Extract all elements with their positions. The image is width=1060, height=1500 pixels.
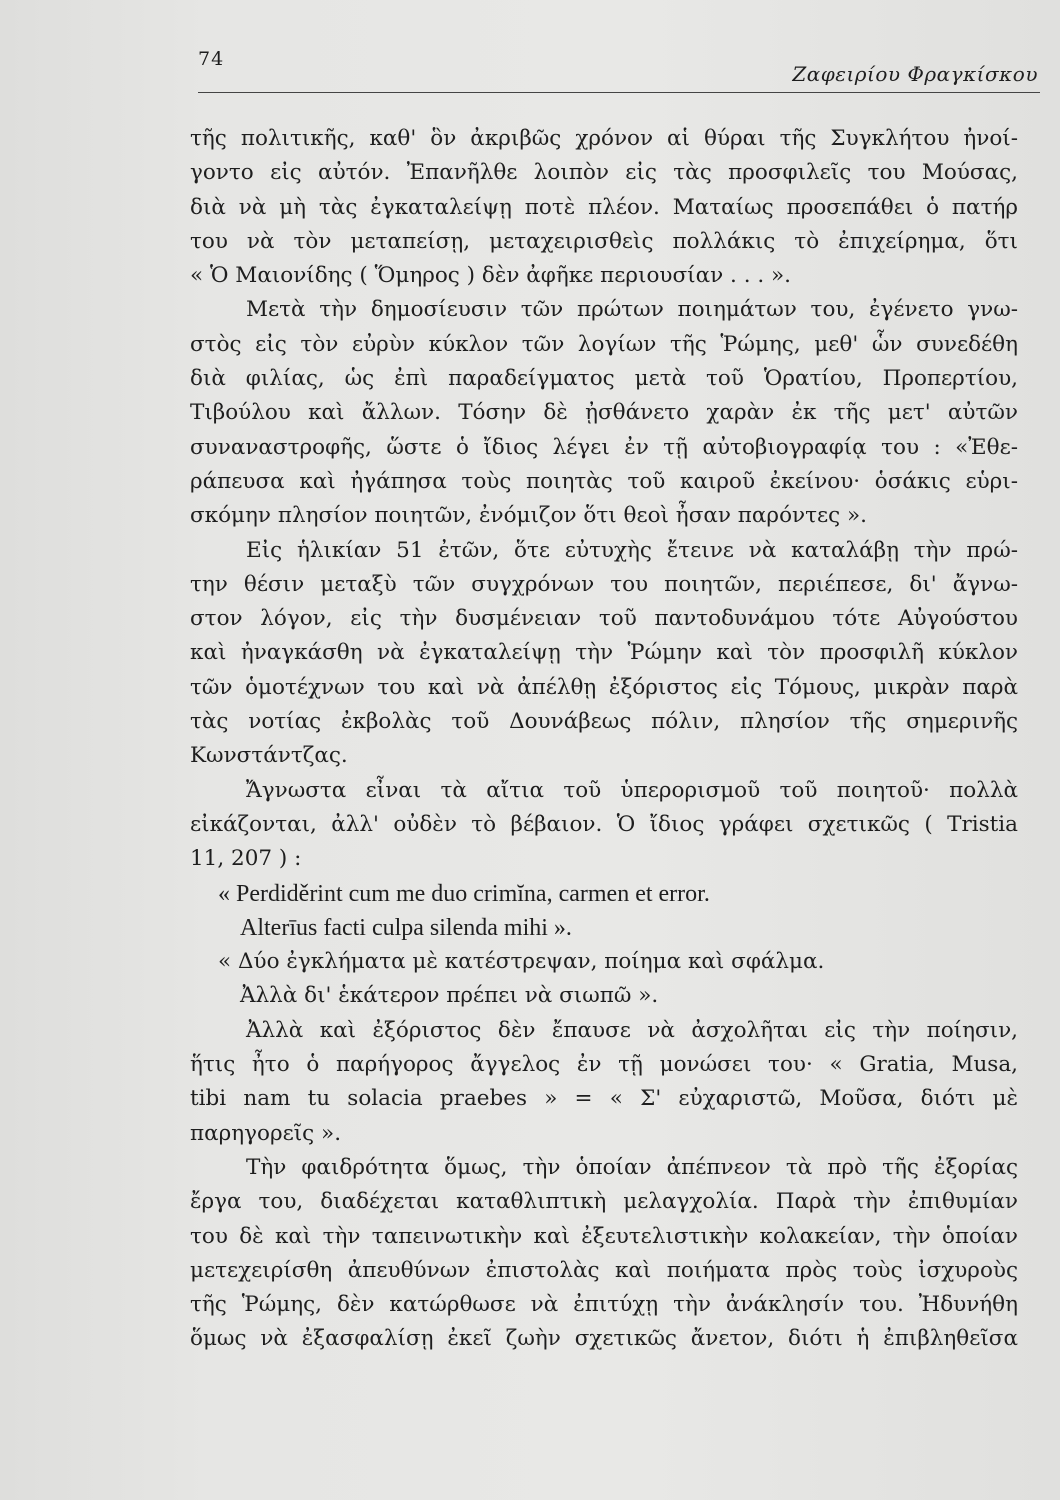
text-line: διὰ νὰ μὴ τὰς ἐγκαταλείψῃ ποτὲ πλέον. Ματαίως προσεπάθει ὁ πατήρ	[190, 194, 1018, 220]
text-line: διὰ φιλίας, ὡς ἐπὶ παραδείγματος μετὰ τοῦ Ὁρατίου, Προπερτίου,	[190, 366, 1018, 392]
text-line: τὰς νοτίας ἐκβολὰς τοῦ Δουνάβεως πόλιν, πλησίον τῆς σημερινῆς	[190, 709, 1018, 735]
text-line: σκόμην πλησίον ποιητῶν, ἐνόμιζον ὅτι θεοὶ ἦσαν παρόντες ».	[190, 503, 867, 529]
text-line: τῶν ὁμοτέχνων του καὶ νὰ ἀπέλθῃ ἐξόριστος εἰς Τόμους, μικρὰν παρὰ	[190, 674, 1018, 700]
text-line: Εἰς ἡλικίαν 51 ἐτῶν, ὅτε εὐτυχὴς ἔτεινε νὰ καταλάβῃ τὴν πρώ-	[246, 537, 1018, 563]
text-line: τῆς Ῥώμης, δὲν κατώρθωσε νὰ ἐπιτύχῃ τὴν ἀνάκλησίν του. Ἠδυνήθη	[190, 1292, 1018, 1318]
text-line: « Ὁ Μαιονίδης ( Ὅμηρος ) δὲν ἀφῆκε περιουσίαν . . . ».	[190, 263, 792, 289]
text-line: εἰκάζονται, ἀλλ' οὐδὲν τὸ βέβαιον. Ὁ ἴδιος γράφει σχετικῶς ( Tristia	[190, 811, 1018, 837]
text-line: την θέσιν μεταξὺ τῶν συγχρόνων του ποιητῶν, περιέπεσε, δι' ἄγνω-	[190, 571, 1018, 597]
text-line: Ἀλλὰ δι' ἑκάτερον πρέπει νὰ σιωπῶ ».	[240, 983, 659, 1009]
text-line: « Perdiděrint cum me duo crimĭna, carmen et error.	[218, 880, 710, 907]
text-line: στὸς εἰς τὸν εὐρὺν κύκλον τῶν λογίων τῆς Ῥώμης, μεθ' ὧν συνεδέθη	[190, 331, 1018, 357]
text-line: ὅμως νὰ ἐξασφαλίσῃ ἐκεῖ ζωὴν σχετικῶς ἄνετον, διότι ἡ ἐπιβληθεῖσα	[190, 1326, 1018, 1352]
text-line: ἔργα του, διαδέχεται καταθλιπτικὴ μελαγχολία. Παρὰ τὴν ἐπιθυμίαν	[190, 1189, 1018, 1215]
text-line: Ἀλλὰ καὶ ἐξόριστος δὲν ἔπαυσε νὰ ἀσχολῆται εἰς τὴν ποίησιν,	[246, 1017, 1018, 1043]
page-number: 74	[198, 48, 225, 70]
text-line: Alterīus facti culpa silenda mihi ».	[240, 914, 572, 941]
text-line: Ἄγνωστα εἶναι τὰ αἴτια τοῦ ὑπερορισμοῦ τοῦ ποιητοῦ· πολλὰ	[246, 777, 1018, 803]
text-line: του νὰ τὸν μεταπείσῃ, μεταχειρισθεὶς πολλάκις τὸ ἐπιχείρημα, ὅτι	[190, 228, 1018, 254]
text-line: Κωνστάντζας.	[190, 743, 348, 769]
text-line: καὶ ἠναγκάσθη νὰ ἐγκαταλείψῃ τὴν Ῥώμην καὶ τὸν προσφιλῆ κύκλον	[190, 640, 1018, 666]
page-header	[198, 48, 1040, 93]
text-line: ράπευσα καὶ ἠγάπησα τοὺς ποιητὰς τοῦ καιροῦ ἐκείνου· ὁσάκις εὑρι-	[190, 468, 1018, 494]
text-line: μετεχειρίσθη ἀπευθύνων ἐπιστολὰς καὶ ποιήματα πρὸς τοὺς ἰσχυροὺς	[190, 1257, 1018, 1283]
text-line: του δὲ καὶ τὴν ταπεινωτικὴν καὶ ἐξευτελιστικὴν κολακείαν, τὴν ὁποίαν	[190, 1223, 1018, 1249]
text-line: συναναστροφῆς, ὥστε ὁ ἴδιος λέγει ἐν τῇ αὐτοβιογραφίᾳ του : «Ἐθε-	[190, 434, 1018, 460]
text-line: στον λόγον, εἰς τὴν δυσμένειαν τοῦ παντοδυνάμου τότε Αὐγούστου	[190, 606, 1018, 632]
text-line: τῆς πολιτικῆς, καθ' ὃν ἀκριβῶς χρόνον αἱ θύραι τῆς Συγκλήτου ἠνοί-	[190, 126, 1018, 151]
text-line: γοντο εἰς αὐτόν. Ἐπανῆλθε λοιπὸν εἰς τὰς προσφιλεῖς του Μούσας,	[190, 160, 1018, 186]
text-line: Τὴν φαιδρότητα ὅμως, τὴν ὁποίαν ἀπέπνεον τὰ πρὸ τῆς ἐξορίας	[246, 1154, 1018, 1180]
body-text	[190, 122, 1018, 1357]
text-line: 11, 207 ) :	[190, 846, 302, 872]
text-line: παρηγορεῖς ».	[190, 1120, 342, 1146]
text-line: tibi nam tu solacia praebes » = « Σ' εὐχαριστῶ, Μοῦσα, διότι μὲ	[190, 1086, 1018, 1112]
text-line: Τιβούλου καὶ ἄλλων. Τόσην δὲ ᾐσθάνετο χαρὰν ἐκ τῆς μετ' αὐτῶν	[190, 400, 1018, 426]
text-line: ἥτις ἦτο ὁ παρήγορος ἄγγελος ἐν τῇ μονώσει του· « Gratia, Musa,	[190, 1052, 1018, 1078]
running-head: Ζαφειρίου Φραγκίσκου	[792, 62, 1038, 86]
text-line: Μετὰ τὴν δημοσίευσιν τῶν πρώτων ποιημάτων του, ἐγένετο γνω-	[246, 297, 1018, 323]
text-line: « Δύο ἐγκλήματα μὲ κατέστρεψαν, ποίημα καὶ σφάλμα.	[218, 949, 825, 975]
